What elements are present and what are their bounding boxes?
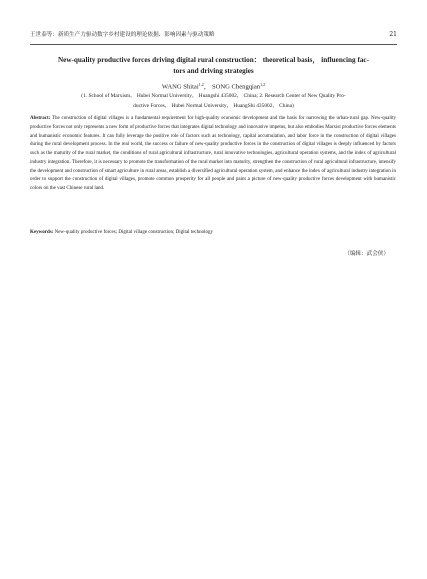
running-header <box>30 30 397 45</box>
paper-title-line-2: tors and driving strategies <box>173 67 254 75</box>
author-name: WANG Shitai <box>161 83 199 91</box>
abstract <box>30 115 396 194</box>
running-title: 王世泰等：新质生产力驱动数字乡村建设的理论依据、影响因素与驱动策略 <box>30 32 215 38</box>
affiliations <box>40 92 387 111</box>
abstract-text: The construction of digital villages is a fundamental requirement for high-quality economic development and the basis for narrowing the urban-rural gap. New-quality productive forces not only represents a new form of productive forces that integrates digital technology and innovative impetus, but also embodies Marxist productive forces elements and humanistic economic features. It can fully leverage the positive role of factors such as technology, capital accumulation, and labor force in the construction of digital villages during the rural development process. In the real world, the success or failure of new-quality productive forces in the construction of digital villages is deeply influenced by factors such as the maturity of the rural market, the conditions of rural agricultural infrastructure, rural innovative technologies, agricultural operation systems, and the index of agricultural industry integration. Therefore, it is necessary to promote the transformation of the rural market into maturity, strengthen the construction of rural agricultural infrastructure, intensify the development and construction of smart agriculture in rural areas, establish a diversified agricultural operation system, and enhance the index of agricultural industry integration in order to support the construction of digital villages, promote common prosperity for all people and paint a picture of new-quality productive forces development with humanistic colors on the vast Chinese rural land. <box>30 116 396 191</box>
author-list <box>30 80 397 92</box>
author-affiliation-mark: 1,2 <box>198 82 204 87</box>
affiliation-line-1: (1. School of Marxism， Hubei Normal University， Huangshi 435002， China; 2. Research Center of New Quality Pro- <box>81 93 346 99</box>
paper-title-line-1: New-quality productive forces driving digital rural construction： theoretical basis， influencing fac- <box>57 56 370 64</box>
author-name: SONG Chengqian <box>211 83 261 91</box>
abstract-label: Abstract: <box>30 116 51 121</box>
author-affiliation-mark: 1,2 <box>260 82 266 87</box>
page-number: 21 <box>389 31 397 38</box>
author-separator: ， <box>203 83 212 91</box>
keywords-text: New-quality productive forces; Digital village construction; Digital technology <box>53 230 214 235</box>
affiliation-line-2: ductive Forces， Hubei Normal University， HuangShi 435002， China) <box>133 102 294 109</box>
paper-title <box>34 55 393 77</box>
editor-note: （编辑：武会侠） <box>344 251 389 257</box>
keywords-label: Keywords: <box>30 230 54 235</box>
keywords <box>30 229 396 237</box>
